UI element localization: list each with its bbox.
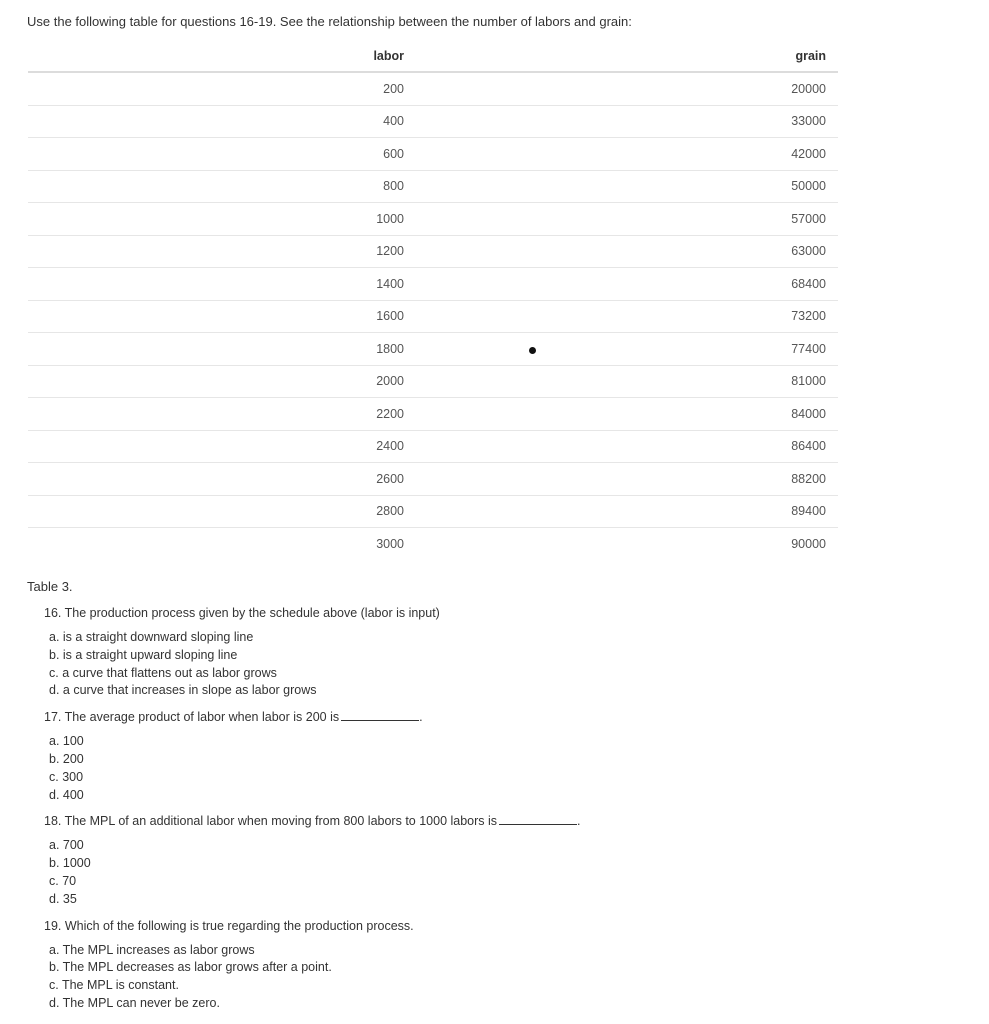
table-caption: Table 3. <box>27 579 73 594</box>
grain-cell: 20000 <box>791 81 826 96</box>
grain-cell: 33000 <box>416 105 838 138</box>
option-list <box>49 733 744 804</box>
table-row <box>28 203 838 236</box>
answer-option: a. 100 <box>49 734 84 749</box>
question-16 <box>44 605 744 700</box>
table-header-row <box>28 40 838 72</box>
question-stem <box>44 709 744 726</box>
question-stem-text: 16. The production process given by the schedule above (labor is input) <box>44 606 440 620</box>
grain-cell: 73200 <box>416 300 838 333</box>
table-row <box>28 300 838 333</box>
answer-option: d. The MPL can never be zero. <box>49 995 220 1010</box>
grain-cell: 81000 <box>416 365 838 398</box>
answer-option: a. 700 <box>49 838 84 853</box>
grain-column-header: grain <box>416 40 838 72</box>
option-list <box>49 942 744 1013</box>
labor-cell: 1400 <box>28 268 416 301</box>
table-row <box>28 333 838 366</box>
table-row <box>28 528 838 560</box>
labor-cell: 400 <box>28 105 416 138</box>
table-row <box>28 495 838 528</box>
answer-option: b. is a straight upward sloping line <box>49 647 238 662</box>
table-body <box>28 72 838 560</box>
stem-trailing-punct: . <box>577 814 581 829</box>
grain-cell: 86400 <box>416 430 838 463</box>
grain-cell: 50000 <box>416 170 838 203</box>
answer-option: d. 400 <box>49 787 84 802</box>
answer-blank <box>499 813 577 825</box>
grain-cell: 77400 <box>416 333 838 366</box>
grain-cell: 63000 <box>416 235 838 268</box>
labor-cell: 2000 <box>28 365 416 398</box>
grain-cell: 84000 <box>416 398 838 431</box>
question-stem-text: 17. The average product of labor when labor is 200 is <box>44 710 340 725</box>
labor-cell: 2800 <box>28 495 416 528</box>
labor-cell: 2400 <box>28 430 416 463</box>
question-stem-text: 18. The MPL of an additional labor when moving from 800 labors to 1000 labors is <box>44 814 498 829</box>
table-row <box>28 430 838 463</box>
labor-cell: 2200 <box>28 398 416 431</box>
question-19 <box>44 918 744 1013</box>
answer-option: a. The MPL increases as labor grows <box>49 942 255 957</box>
answer-option: d. 35 <box>49 891 77 906</box>
table-row <box>28 463 838 496</box>
grain-cell: 42000 <box>416 138 838 171</box>
answer-option: c. a curve that flattens out as labor grows <box>49 665 277 680</box>
table-row <box>28 398 838 431</box>
bullet-dot <box>529 347 536 354</box>
table-row <box>28 170 838 203</box>
question-stem-text: 19. Which of the following is true regarding the production process. <box>44 918 414 933</box>
answer-option: b. The MPL decreases as labor grows after a point. <box>49 960 332 975</box>
labor-grain-table <box>28 40 838 560</box>
question-stem <box>44 605 744 622</box>
answer-option: d. a curve that increases in slope as labor grows <box>49 683 317 698</box>
question-17 <box>44 709 744 804</box>
grain-cell: 89400 <box>416 495 838 528</box>
table-row <box>28 105 838 138</box>
labor-cell: 1000 <box>28 203 416 236</box>
question-list <box>44 605 744 1022</box>
answer-option: b. 200 <box>49 751 84 766</box>
table-row <box>28 365 838 398</box>
table-row <box>28 138 838 171</box>
question-stem <box>44 813 744 830</box>
labor-cell: 1600 <box>28 300 416 333</box>
answer-blank <box>341 709 419 721</box>
answer-option: c. 300 <box>49 769 84 784</box>
question-18 <box>44 813 744 908</box>
labor-cell: 600 <box>28 138 416 171</box>
answer-option: c. The MPL is constant. <box>49 978 179 993</box>
table-row <box>28 268 838 301</box>
labor-cell: 1800 <box>28 333 416 366</box>
labor-cell: 2600 <box>28 463 416 496</box>
intro-text: Use the following table for questions 16-19. See the relationship between the number of labors and grain: <box>27 14 632 29</box>
grain-cell: 68400 <box>416 268 838 301</box>
table-row <box>28 72 838 105</box>
answer-option: b. 1000 <box>49 856 91 871</box>
option-list <box>49 837 744 908</box>
answer-option: c. 70 <box>49 873 77 888</box>
question-stem <box>44 918 744 935</box>
grain-cell: 88200 <box>416 463 838 496</box>
table-row <box>28 235 838 268</box>
option-list <box>49 629 744 700</box>
labor-cell: 3000 <box>28 528 416 560</box>
stem-trailing-punct: . <box>419 710 423 725</box>
grain-cell: 90000 <box>416 528 838 560</box>
labor-cell: 800 <box>28 170 416 203</box>
grain-cell: 57000 <box>416 203 838 236</box>
answer-option: a. is a straight downward sloping line <box>49 630 254 644</box>
labor-cell: 200 <box>383 81 404 96</box>
labor-cell: 1200 <box>28 235 416 268</box>
labor-column-header: labor <box>28 40 416 72</box>
